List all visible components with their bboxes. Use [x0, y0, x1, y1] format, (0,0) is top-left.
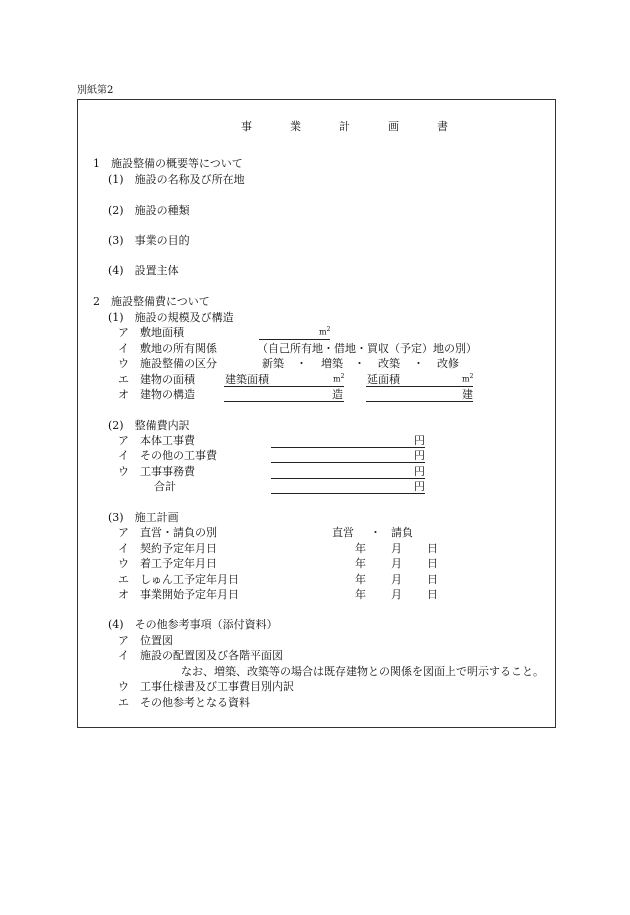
subsection-heading: (1) 施設の規模及び構造 — [108, 311, 234, 324]
building-structure-label: オ 建物の構造 — [118, 388, 195, 401]
floors-unit: 建 — [462, 388, 473, 401]
cost-row-line — [271, 478, 425, 479]
title-char: 業 — [290, 120, 301, 133]
building-area-line — [224, 386, 344, 387]
date-day: 日 — [427, 573, 438, 586]
building-area-label: エ 建物の面積 — [118, 373, 195, 386]
cost-row-line — [271, 447, 425, 448]
building-area-caption: 建築面積 — [225, 373, 269, 386]
site-area-label: ア 敷地面積 — [118, 326, 184, 339]
cost-row-unit: 円 — [414, 434, 425, 447]
date-month: 月 — [391, 542, 402, 555]
contract-type-label: ア 直営・請負の別 — [118, 526, 217, 539]
section2-heading: 2 施設整備費について — [93, 295, 210, 308]
construction-type-option: 改築 — [378, 357, 400, 370]
date-month: 月 — [391, 573, 402, 586]
title-char: 書 — [437, 120, 448, 133]
date-month: 月 — [391, 588, 402, 601]
contract-type-option: 直営 — [332, 526, 354, 539]
cost-row-unit: 円 — [414, 449, 425, 462]
cost-total-unit: 円 — [414, 480, 425, 493]
date-row-label: オ 事業開始予定年月日 — [118, 588, 239, 601]
attachment-item: ウ 工事仕様書及び工事費目別内訳 — [118, 680, 294, 693]
structure-unit: 造 — [332, 388, 343, 401]
structure-line — [224, 401, 344, 402]
cost-row-label: ア 本体工事費 — [118, 434, 195, 447]
section1-heading: 1 施設整備の概要等について — [93, 157, 243, 170]
date-row-label: ウ 着工予定年月日 — [118, 557, 217, 570]
subsection-heading: (3) 施工計画 — [108, 511, 179, 524]
subsection-heading: (4) その他参考事項（添付資料） — [108, 618, 278, 631]
date-row-label: イ 契約予定年月日 — [118, 542, 217, 555]
cost-row-label: イ その他の工事費 — [118, 449, 217, 462]
contract-type-option: 請負 — [391, 526, 413, 539]
date-day: 日 — [427, 588, 438, 601]
subsection-heading: (2) 整備費内訳 — [108, 419, 190, 432]
title-char: 画 — [388, 120, 399, 133]
date-year: 年 — [355, 573, 366, 586]
attachment-item: ア 位置図 — [118, 634, 173, 647]
construction-type-option: ・ — [354, 357, 365, 370]
date-day: 日 — [427, 557, 438, 570]
construction-type-option: 改修 — [437, 357, 459, 370]
document-label: 別紙第2 — [77, 85, 114, 96]
cost-total-label: 合計 — [154, 480, 176, 493]
attachment-item: イ 施設の配置図及び各階平面図 — [118, 649, 283, 662]
floor-area-caption: 延面積 — [367, 373, 400, 386]
section1-item: (1) 施設の名称及び所在地 — [108, 173, 245, 186]
date-year: 年 — [355, 557, 366, 570]
attachment-item: エ その他参考となる資料 — [118, 696, 250, 709]
floor-area-line — [366, 386, 473, 387]
date-year: 年 — [355, 542, 366, 555]
date-month: 月 — [391, 557, 402, 570]
land-ownership-value: （自己所有地・借地・買収（予定）地の別） — [257, 342, 477, 355]
site-area-unit: $m^2$ — [319, 326, 331, 337]
construction-type-label: ウ 施設整備の区分 — [118, 357, 217, 370]
date-row-label: エ しゅん工予定年月日 — [118, 573, 239, 586]
section1-item: (4) 設置主体 — [108, 264, 179, 277]
date-day: 日 — [427, 542, 438, 555]
floor-area-unit: $m^2$ — [462, 373, 474, 384]
construction-type-option: ・ — [413, 357, 424, 370]
title-char: 事 — [241, 120, 252, 133]
date-year: 年 — [355, 588, 366, 601]
title-char: 計 — [339, 120, 350, 133]
cost-row-line — [271, 462, 425, 463]
document-title — [241, 121, 448, 132]
attachment-note: なお、増築、改築等の場合は既存建物との関係を図面上で明示すること。 — [181, 665, 544, 678]
cost-row-label: ウ 工事事務費 — [118, 465, 195, 478]
construction-type-option: 新築 — [262, 357, 284, 370]
building-area-unit: $m^2$ — [333, 373, 345, 384]
site-area-line — [259, 339, 330, 340]
land-ownership-label: イ 敷地の所有関係 — [118, 342, 217, 355]
contract-type-option: ・ — [370, 526, 381, 539]
section1-item: (2) 施設の種類 — [108, 204, 190, 217]
construction-type-option: 増築 — [321, 357, 343, 370]
construction-type-option: ・ — [296, 357, 307, 370]
section1-item: (3) 事業の目的 — [108, 234, 190, 247]
cost-total-line — [271, 493, 425, 494]
cost-row-unit: 円 — [414, 465, 425, 478]
floors-line — [366, 401, 473, 402]
